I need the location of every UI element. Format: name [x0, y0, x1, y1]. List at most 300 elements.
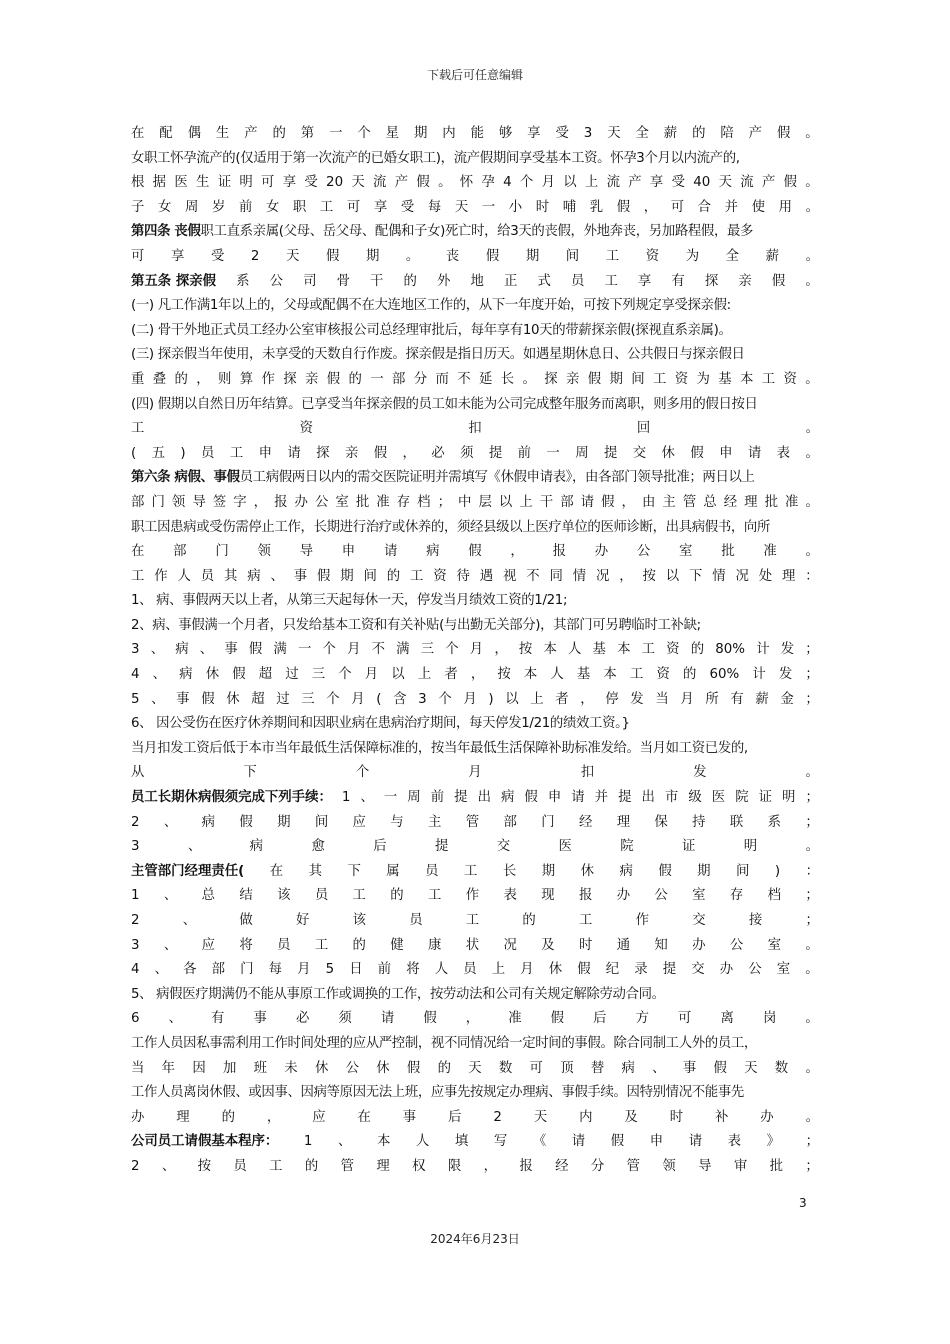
- text-token: 3: [131, 937, 140, 953]
- text-token: 全: [635, 126, 649, 141]
- text-token: 由: [641, 494, 656, 510]
- text-token: 其: [224, 568, 238, 584]
- text-line: [131, 1106, 819, 1131]
- text-token: 申: [719, 445, 733, 461]
- text-token: 替: [590, 1060, 605, 1076]
- text-token: 证: [758, 790, 773, 806]
- text-token: ，: [483, 1158, 498, 1174]
- text-line: [131, 934, 819, 959]
- text-token: 主: [662, 494, 676, 510]
- text-token: 公: [654, 888, 668, 904]
- text-token: 表: [727, 1134, 742, 1150]
- line-text: 工作人员因私事需利用工作时间处理的应从严控制，视不同情况给一定时间的事假。除合同制工人外的员工，: [131, 1035, 757, 1051]
- text-token: 个: [357, 126, 371, 141]
- text-token: 病: [179, 667, 193, 683]
- text-token: 期: [340, 568, 354, 584]
- line-text: 员工病假两日以内的需交医院证明并需填写《休假申请表》，由各部门领导批准；两日以上: [239, 470, 755, 486]
- text-token: 该: [352, 913, 366, 928]
- text-token: 时: [578, 937, 593, 953]
- text-token: 医: [711, 790, 726, 806]
- text-token: 内: [442, 126, 456, 141]
- text-token: ，: [643, 199, 658, 215]
- text-token: 。: [805, 273, 819, 289]
- text-token: 准: [376, 494, 390, 510]
- text-token: 天: [351, 175, 365, 191]
- text-token: 休: [580, 863, 594, 879]
- text-token: 2: [131, 814, 140, 830]
- text-token: ；: [805, 790, 819, 806]
- text-token: 下: [689, 568, 703, 584]
- text-token: 录: [634, 962, 648, 978]
- text-line: [131, 343, 819, 368]
- text-token: 假: [783, 175, 797, 191]
- text-token: 假: [232, 667, 246, 683]
- text-token: 假: [587, 371, 602, 387]
- text-token: 一: [383, 790, 398, 806]
- text-token: 假: [326, 371, 341, 387]
- text-token: 本: [740, 371, 754, 387]
- text-token: 4: [131, 667, 140, 683]
- text-token: 档: [767, 888, 782, 904]
- text-token: 分: [413, 371, 428, 387]
- text-token: 通: [616, 937, 631, 953]
- text-token: ，: [253, 494, 268, 510]
- text-token: 工: [605, 248, 620, 264]
- text-token: ：: [805, 568, 819, 584]
- text-token: 本: [376, 1134, 391, 1150]
- text-token: 长: [502, 863, 517, 879]
- text-token: 发: [778, 667, 793, 683]
- text-token: 受: [555, 126, 569, 141]
- text-token: 部: [560, 494, 574, 510]
- text-token: 后: [448, 1109, 462, 1125]
- text-token: 、: [270, 568, 284, 584]
- text-token: 流: [373, 175, 387, 191]
- text-token: 亲: [738, 273, 752, 289]
- text-token: 。: [805, 421, 819, 437]
- text-token: 工: [319, 199, 334, 215]
- text-token: 该: [277, 888, 291, 904]
- text-token: (: [131, 445, 137, 461]
- text-token: 况: [735, 568, 749, 584]
- text-token: 3: [131, 839, 140, 855]
- text-token: 作: [261, 371, 275, 387]
- bold-heading: 第六条 病假、事假: [131, 470, 240, 486]
- text-token: 领: [171, 494, 186, 510]
- text-token: 主: [428, 814, 442, 830]
- text-token: 室: [335, 494, 349, 510]
- text-token: 权: [412, 1158, 426, 1174]
- text-token: 1: [131, 888, 140, 904]
- text-token: 须: [338, 1011, 352, 1027]
- text-token: 未: [284, 1060, 298, 1076]
- text-token: 间: [631, 371, 645, 387]
- text-token: 员: [425, 863, 439, 879]
- text-token: 小: [508, 199, 523, 215]
- text-token: 假: [690, 445, 704, 461]
- text-token: 受: [671, 175, 685, 191]
- text-token: 享: [170, 248, 185, 264]
- text-token: 在: [131, 544, 145, 560]
- text-token: 发: [693, 765, 707, 781]
- text-token: 过: [276, 691, 290, 707]
- text-line: [131, 909, 819, 934]
- text-token: 月: [541, 175, 555, 191]
- text-line: [131, 884, 819, 909]
- text-line: [131, 1081, 819, 1106]
- line-text: 职工直系亲属(父母、岳父母、配偶和子女)死亡时，给3天的丧假，外地奔丧，另加路程假，最多: [200, 224, 754, 240]
- text-token: 交: [496, 839, 511, 855]
- text-token: 数: [498, 1060, 513, 1076]
- text-token: 、: [163, 814, 178, 830]
- text-token: 个: [322, 642, 336, 658]
- text-token: 部: [211, 962, 226, 978]
- text-token: 以: [391, 667, 405, 683]
- text-token: 批: [764, 494, 778, 510]
- text-token: 40: [693, 175, 711, 191]
- text-token: 部: [173, 544, 187, 560]
- text-token: 同: [549, 568, 563, 584]
- text-token: 为: [696, 371, 710, 387]
- text-token: 间: [565, 248, 580, 264]
- text-token: 的: [522, 913, 536, 928]
- text-token: 、: [337, 1134, 352, 1150]
- page-number: 3: [799, 1196, 807, 1210]
- text-token: 时: [535, 199, 550, 215]
- text-token: 提: [454, 790, 468, 806]
- text-token: 2: [131, 1158, 140, 1174]
- text-token: 提: [434, 839, 449, 855]
- text-token: ，: [196, 371, 210, 387]
- text-token: 个: [355, 765, 370, 781]
- text-token: 享: [637, 273, 652, 289]
- text-token: 假: [239, 814, 253, 830]
- text-token: 、: [199, 642, 214, 658]
- text-token: 假: [485, 248, 500, 264]
- text-token: 病: [426, 544, 440, 560]
- text-line: [131, 737, 819, 762]
- text-token: 病: [621, 1060, 635, 1076]
- text-token: 受: [210, 248, 225, 264]
- text-token: 者: [444, 667, 458, 683]
- text-token: 填: [454, 1134, 469, 1150]
- text-token: 假: [406, 1060, 421, 1076]
- text-token: 当: [131, 1060, 145, 1076]
- text-token: 4: [131, 962, 140, 978]
- text-line: [131, 712, 819, 737]
- text-token: 经: [578, 814, 593, 830]
- text-token: 报: [519, 1158, 533, 1174]
- text-token: 系: [236, 273, 250, 289]
- text-token: 人: [550, 667, 564, 683]
- text-token: 员: [200, 568, 215, 584]
- text-token: 假: [317, 568, 331, 584]
- text-token: ，: [494, 642, 508, 658]
- text-token: 一: [546, 445, 560, 461]
- text-token: 间: [314, 814, 329, 830]
- text-line: [131, 171, 819, 196]
- text-token: 月: [520, 962, 534, 978]
- text-line: [131, 319, 819, 344]
- text-token: 金: [780, 691, 794, 707]
- text-token: 请: [287, 445, 301, 461]
- text-token: 、: [150, 642, 165, 658]
- line-text: 2、病、事假满一个月者，只发给基本工资和有关补贴(与出勤无关部分)，其部门可另聘临时工补缺;: [131, 617, 701, 633]
- text-token: 周: [407, 790, 421, 806]
- text-token: 工: [464, 863, 478, 879]
- text-token: 报: [274, 494, 288, 510]
- text-token: 女: [157, 199, 172, 215]
- text-line: [131, 860, 819, 885]
- text-token: 必: [431, 445, 445, 461]
- text-token: 用: [778, 199, 793, 215]
- text-token: 理: [782, 568, 796, 584]
- text-token: 能: [470, 126, 484, 141]
- text-token: 期: [413, 126, 428, 141]
- text-token: 按: [642, 568, 656, 584]
- text-token: 作: [154, 568, 168, 584]
- text-token: 假: [771, 273, 786, 289]
- text-token: 以: [505, 691, 519, 707]
- text-token: 每: [427, 199, 442, 215]
- text-token: 的: [174, 371, 188, 387]
- text-token: 受: [304, 175, 318, 191]
- text-token: 申: [547, 790, 562, 806]
- text-token: 纪: [605, 962, 620, 978]
- text-token: 接: [748, 913, 763, 928]
- text-token: 。: [805, 544, 819, 560]
- text-token: 一: [481, 199, 496, 215]
- text-token: 本: [523, 667, 538, 683]
- text-token: 、: [182, 913, 197, 928]
- text-token: 提: [618, 790, 632, 806]
- text-token: 。: [805, 494, 819, 510]
- text-token: 休: [376, 1060, 390, 1076]
- text-token: 下: [347, 863, 361, 879]
- text-token: 1: [303, 1134, 313, 1150]
- text-token: 算: [239, 371, 254, 387]
- text-token: 级: [688, 790, 702, 806]
- text-token: 好: [295, 913, 310, 928]
- text-line: [131, 761, 819, 786]
- text-token: 怀: [459, 175, 474, 191]
- text-token: 、: [360, 790, 374, 806]
- text-token: 。: [438, 175, 452, 191]
- text-token: 公: [269, 273, 283, 289]
- text-token: 亲: [305, 371, 319, 387]
- text-token: 状: [465, 937, 480, 953]
- text-token: 本: [603, 667, 617, 683]
- text-token: 80%: [715, 642, 746, 658]
- text-token: 市: [664, 790, 679, 806]
- text-token: 可: [670, 199, 685, 215]
- text-token: 。: [805, 248, 819, 264]
- text-token: 月: [469, 642, 484, 658]
- text-token: 健: [390, 937, 404, 953]
- text-token: 《: [532, 1134, 547, 1150]
- line-text: 工作人员离岗休假、或因事、因病等原因无法上班，应事先按规定办理病、事假手续。因特别情况不能事先: [131, 1085, 744, 1101]
- text-token: 干: [539, 494, 554, 510]
- text-token: 下: [243, 765, 257, 781]
- text-token: 个: [338, 667, 352, 683]
- text-token: 周: [184, 199, 199, 215]
- text-token: 必: [295, 1011, 310, 1027]
- text-token: 骨: [336, 273, 350, 289]
- text-token: 管: [626, 1158, 641, 1174]
- text-token: 公: [748, 962, 762, 978]
- text-token: 3: [131, 642, 140, 658]
- text-token: 间: [736, 863, 750, 879]
- text-token: 、: [163, 888, 178, 904]
- text-token: 三: [420, 642, 435, 658]
- text-token: 女: [265, 199, 280, 215]
- text-token: 可: [261, 175, 275, 191]
- text-token: 的: [690, 642, 705, 658]
- text-token: 内: [579, 1109, 593, 1125]
- text-token: 以: [498, 494, 513, 510]
- text-token: 可: [131, 248, 145, 264]
- text-token: 假: [601, 494, 615, 510]
- text-token: 的: [352, 937, 366, 953]
- text-token: 领: [257, 544, 271, 560]
- text-token: 有: [730, 691, 744, 707]
- text-token: 员: [314, 888, 329, 904]
- text-token: 的: [682, 667, 697, 683]
- text-token: 。: [805, 371, 819, 387]
- text-token: ，: [580, 691, 594, 707]
- text-token: 的: [221, 1109, 235, 1125]
- text-token: 上: [417, 667, 432, 683]
- text-token: 假: [577, 962, 591, 978]
- text-line: [131, 368, 819, 393]
- text-token: 况: [503, 937, 517, 953]
- text-token: 档: [417, 494, 431, 510]
- text-token: 理: [744, 494, 758, 510]
- text-token: ，: [402, 445, 416, 461]
- text-token: 班: [253, 1060, 268, 1076]
- text-token: 一: [297, 642, 312, 658]
- text-token: 员: [277, 937, 291, 953]
- text-token: 天: [468, 1060, 482, 1076]
- text-token: 工: [761, 371, 776, 387]
- text-line: [131, 294, 819, 319]
- text-token: 工: [629, 667, 644, 683]
- text-token: 工: [352, 888, 366, 904]
- text-token: 愈: [311, 839, 325, 855]
- text-token: 期: [697, 863, 711, 879]
- text-token: 。: [805, 126, 819, 141]
- text-token: 间: [363, 568, 377, 584]
- text-token: 工: [269, 1158, 283, 1174]
- text-token: 提: [662, 962, 677, 978]
- document-body: [131, 122, 819, 1180]
- text-token: 司: [303, 273, 317, 289]
- text-token: 医: [174, 175, 188, 191]
- text-token: 地: [470, 273, 484, 289]
- text-token: 管: [465, 814, 480, 830]
- text-token: 公: [729, 937, 744, 953]
- text-token: 产: [628, 175, 642, 191]
- bold-heading: 第四条 丧假: [131, 224, 201, 240]
- text-token: 情: [572, 568, 587, 584]
- text-line: [131, 516, 819, 541]
- text-token: 层: [478, 494, 492, 510]
- text-token: 三: [301, 691, 315, 707]
- text-token: 月: [463, 691, 477, 707]
- text-token: 系: [767, 814, 782, 830]
- text-token: 部: [392, 371, 406, 387]
- text-token: 经: [723, 494, 738, 510]
- text-token: 配: [159, 126, 173, 141]
- text-token: 事: [293, 568, 308, 584]
- text-token: 导: [299, 544, 314, 560]
- text-token: 院: [735, 790, 749, 806]
- text-token: 请: [580, 494, 595, 510]
- text-token: ；: [805, 642, 819, 658]
- text-token: 做: [239, 913, 253, 928]
- text-token: 月: [351, 691, 365, 707]
- text-token: 假: [524, 790, 538, 806]
- text-token: 扣: [580, 765, 595, 781]
- text-token: 而: [435, 371, 449, 387]
- text-token: 月: [297, 962, 311, 978]
- text-token: 从: [131, 765, 145, 781]
- text-token: 所: [705, 691, 719, 707]
- text-token: 总: [201, 888, 215, 904]
- line-text: 女职工怀孕流产的(仅适用于第一次流产的已婚女职工)，流产假期间享受基本工资。怀孕3个月以内流产的,: [131, 150, 740, 166]
- text-token: 申: [649, 1134, 664, 1150]
- text-line: [131, 245, 819, 270]
- text-token: 将: [239, 937, 253, 953]
- text-token: 员: [570, 273, 585, 289]
- text-token: 流: [740, 175, 754, 191]
- text-token: 出: [477, 790, 491, 806]
- text-token: ，: [619, 568, 633, 584]
- text-token: 、: [652, 1060, 666, 1076]
- text-token: 产: [394, 175, 409, 191]
- text-token: 生: [196, 175, 210, 191]
- text-token: 与: [390, 814, 404, 830]
- text-token: 享: [282, 175, 297, 191]
- line-text: 当月扣发工资后低于本市当年最低生活保障标准的，按当年最低生活保障补助标准发给。当月如工资已发的,: [131, 740, 748, 756]
- text-token: 病: [619, 863, 633, 879]
- text-token: 月: [347, 642, 361, 658]
- text-token: ；: [437, 494, 451, 510]
- text-token: 门: [541, 814, 555, 830]
- text-token: 视: [503, 568, 517, 584]
- text-token: 薪: [663, 126, 678, 141]
- text-token: 岗: [762, 1011, 777, 1027]
- text-token: 资: [674, 371, 689, 387]
- text-token: 办: [131, 1109, 145, 1125]
- text-token: 个: [445, 642, 459, 658]
- text-token: 享: [649, 175, 664, 191]
- text-token: 探: [704, 273, 719, 289]
- text-token: 人: [567, 642, 582, 658]
- text-token: 。: [805, 1011, 819, 1027]
- text-token: 导: [698, 1158, 712, 1174]
- text-token: 干: [370, 273, 384, 289]
- page-header: 下载后可任意编辑: [426, 68, 523, 82]
- text-token: 假: [325, 248, 340, 264]
- text-token: 可: [529, 1060, 543, 1076]
- line-text: 5、 病假医疗期满仍不能从事原工作或调换的工作，按劳动法和公司有关规定解除劳动合同。: [131, 986, 665, 1002]
- text-token: 处: [758, 568, 773, 584]
- text-token: 则: [218, 371, 232, 387]
- text-token: 者: [555, 691, 569, 707]
- text-token: 亲: [344, 445, 359, 461]
- text-token: 按: [518, 642, 533, 658]
